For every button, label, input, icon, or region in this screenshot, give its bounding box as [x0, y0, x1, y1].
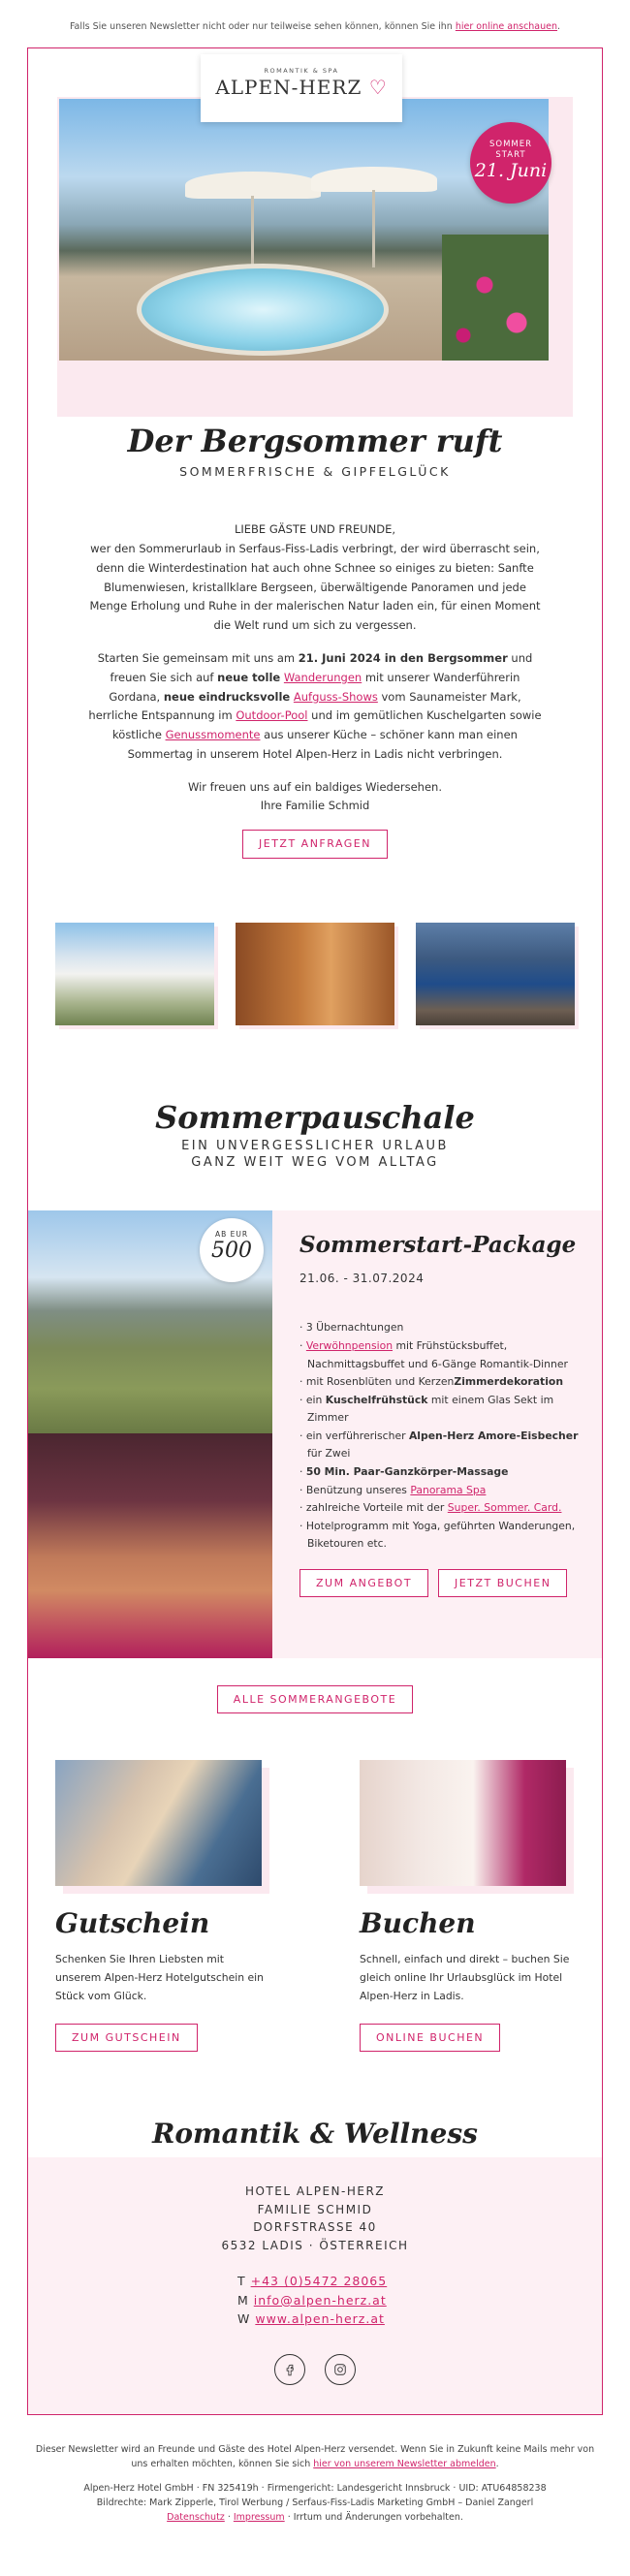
package-inclusion-item [299, 1482, 583, 1500]
booking-text: Schnell, einfach und direkt – buchen Sie gleich online Ihr Urlaubsglück im Hotel Alpen-Herz in Ladis. [360, 1953, 570, 2002]
package-item-text: 3 Übernachtungen [305, 1321, 404, 1335]
package-item-link[interactable]: Super. Sommer. Card. [447, 1501, 562, 1515]
image-couple-massage [28, 1433, 272, 1658]
legal-footer [0, 2415, 630, 2555]
address-street: DORFSTRASSE 40 [253, 2220, 377, 2235]
image-romantic-room [360, 1760, 566, 1886]
umbrella-pole [372, 190, 375, 267]
summer-start-badge [470, 122, 551, 204]
package-inclusion-item [299, 1463, 583, 1482]
umbrella-pole [251, 196, 254, 273]
package-section-subtitle: EIN UNVERGESSLICHER URLAUB GANZ WEIT WEG VOM ALLTAG [181, 1138, 449, 1170]
package-section-title: Sommerpauschale [155, 1098, 475, 1136]
image-couple-embrace [55, 1760, 262, 1886]
contact-block [237, 2272, 393, 2328]
impressions-row [28, 923, 602, 1025]
instagram-icon[interactable] [325, 2354, 356, 2385]
voucher-button-row [55, 2024, 270, 2053]
package-inclusion-item [299, 1499, 583, 1518]
package-item-text: Alpen-Herz Amore-Eisbecher [408, 1429, 579, 1442]
package-item-text: mit einem Glas Sekt im Zimmer [307, 1393, 554, 1425]
whirlpool-shape [137, 264, 389, 356]
package-buttons [299, 1569, 583, 1598]
online-view-link[interactable]: hier online anschauen [455, 21, 558, 32]
greeting: LIEBE GÄSTE UND FREUNDE, [234, 522, 396, 537]
package-dates: 21.06. - 31.07.2024 [299, 1272, 425, 1286]
hiking-link[interactable]: Wanderungen [283, 670, 362, 684]
enquire-now-button[interactable]: JETZT ANFRAGEN [242, 830, 388, 859]
package-item-text: Zimmerdekoration [454, 1375, 564, 1389]
booking-title: Buchen [360, 1907, 476, 1940]
outdoor-pool-link[interactable]: Outdoor-Pool [236, 708, 308, 723]
online-booking-button[interactable]: ONLINE BUCHEN [360, 2024, 500, 2053]
package-title: Sommerstart-Package [299, 1231, 577, 1258]
address-block [28, 2183, 602, 2254]
address-hotel: HOTEL ALPEN-HERZ [244, 2184, 386, 2199]
image-sauna [236, 923, 394, 1025]
main-title: Der Bergsommer ruft [127, 423, 503, 460]
intro-paragraph-1 [86, 520, 544, 636]
facebook-icon[interactable] [274, 2354, 305, 2385]
package-item-text: mit Rosenblüten und Kerzen [305, 1375, 455, 1389]
logo-tagline: ROMANTIK & SPA [264, 67, 339, 76]
package-inclusion-item [299, 1518, 583, 1554]
package-inclusion-item [299, 1319, 583, 1337]
badge-line-1: SOMMER [488, 140, 533, 150]
intro-paragraph-2: Starten Sie gemeinsam mit uns am 21. Juni 2024 in den Bergsommer und freuen Sie sich auf neue tolle Wanderungen mit unserer Wanderführerin Gordana, neue eindrucksvolle Aufguss-Shows vom Saunameister Mark, herrliche Entspannung im Outdoor-Pool und im gemütlichen Kuschelgarten sowie köstliche Genussmomente aus unserer Küche – schöner kann man einen Sommertag in unserem Hotel Alpen-Herz in Ladis nicht verbringen. [88, 650, 542, 761]
package-item-text: Kuschelfrühstück [325, 1393, 428, 1406]
package-item-text: Hotelprogramm mit Yoga, geführten Wanderungen, Biketouren etc. [305, 1519, 576, 1551]
unsubscribe-note: Dieser Newsletter wird an Freunde und Gäste des Hotel Alpen-Herz versendet. Wenn Sie in Zukunft keine Mails mehr von uns erhalten möchten, können Sie sich hier von unserem Newsletter abmelden. [35, 2443, 595, 2469]
footer-contact [28, 2112, 602, 2413]
view-offer-button[interactable]: ZUM ANGEBOT [299, 1569, 428, 1598]
website-link[interactable]: www.alpen-herz.at [255, 2311, 385, 2327]
enquiry-cta-row [28, 830, 602, 859]
hero-image-pool [59, 99, 549, 361]
preheader-end: . [557, 21, 561, 32]
package-details [272, 1210, 602, 1658]
badge-line-2: START [495, 149, 526, 160]
booking-column [360, 1760, 575, 2052]
package-item-text: 50 Min. Paar-Ganzkörper-Massage [305, 1464, 509, 1478]
logo-name: ALPEN-HERZ ♡ [215, 75, 388, 99]
booking-button-row [360, 2024, 575, 2053]
preheader-text: Falls Sie unseren Newsletter nicht oder nur teilweise sehen können, können Sie ihn [69, 21, 456, 32]
voucher-text: Schenken Sie Ihren Liebsten mit unserem Alpen-Herz Hotelgutschein ein Stück vom Glück. [55, 1953, 265, 2002]
logo[interactable] [201, 54, 402, 122]
social-links [28, 2354, 602, 2385]
package-item-link[interactable]: Panorama Spa [410, 1483, 487, 1496]
price-badge [200, 1218, 264, 1282]
unsubscribe-link[interactable]: hier von unserem Newsletter abmelden [313, 2458, 496, 2469]
flowers-shape [442, 235, 549, 361]
web-row: W www.alpen-herz.at [237, 2311, 385, 2327]
package-inclusion-item [299, 1428, 583, 1463]
mail-row: M info@alpen-herz.at [237, 2292, 387, 2308]
newsletter-frame [27, 47, 603, 2414]
package-item-text: für Zwei [307, 1447, 351, 1461]
umbrella-shape [185, 172, 321, 199]
main-subtitle: SOMMERFRISCHE & GIPFELGLÜCK [179, 464, 451, 480]
all-summer-offers-button[interactable]: ALLE SOMMERANGEBOTE [217, 1685, 413, 1714]
email-link[interactable]: info@alpen-herz.at [253, 2292, 387, 2308]
privacy-link[interactable]: Datenschutz [167, 2512, 225, 2524]
phone-row: T +43 (0)5472 28065 [237, 2274, 388, 2289]
intro-text [28, 482, 602, 816]
all-offers-row [28, 1685, 602, 1714]
heart-icon: ♡ [368, 75, 388, 99]
package-item-text: zahlreiche Vorteile mit der [305, 1501, 448, 1515]
voucher-title: Gutschein [55, 1907, 210, 1940]
cuisine-link[interactable]: Genussmomente [165, 728, 261, 742]
company-info: Alpen-Herz Hotel GmbH · FN 325419h · Firmengericht: Landesgericht Innsbruck · UID: ATU64858238 Bildrechte: Mark Zipperle, Tirol Werbung / Serfaus-Fiss-Ladis Marketing GmbH – Daniel Zangerl Datenschutz · Impressum · Irrtum und Änderungen vorbehalten. [83, 2482, 547, 2524]
badge-date: 21. Juni [474, 160, 548, 182]
package-item-text: ein [305, 1393, 326, 1406]
package-card [28, 1210, 602, 1658]
package-item-text: mit Frühstücksbuffet, Nachmittagsbuffet und 6-Gänge Romantik-Dinner [307, 1339, 568, 1370]
voucher-button[interactable]: ZUM GUTSCHEIN [55, 2024, 198, 2053]
package-inclusion-item [299, 1373, 583, 1392]
price-value: 500 [211, 1238, 252, 1263]
package-item-text: ein verführerischer [305, 1429, 409, 1442]
intro-closing: Wir freuen uns auf ein baldiges Wiedersehen. Ihre Familie Schmid [187, 779, 442, 813]
address-family: FAMILIE SCHMID [257, 2202, 373, 2216]
package-inclusion-item [299, 1392, 583, 1428]
package-inclusions [299, 1319, 583, 1553]
book-now-button[interactable]: JETZT BUCHEN [438, 1569, 567, 1598]
intro-p1: wer den Sommerurlaub in Serfaus-Fiss-Ladis verbringt, der wird überrascht sein, denn die Winterdestination hat auch ohne Schnee so einiges zu bieten: Sanfte Blumenwiesen, kristallklare Bergseen, überwältigende Panoramen und jede Menge Erholung und Ruhe in der malerischen Natur laden ein, für einen Moment die Welt rund um sich zu vergessen. [89, 542, 541, 633]
package-item-text: Benützung unseres [305, 1483, 411, 1496]
price-label: AB EUR [214, 1229, 249, 1239]
hero [28, 48, 602, 388]
image-mountain-lake [416, 923, 575, 1025]
preheader [0, 0, 630, 47]
sauna-shows-link[interactable]: Aufguss-Shows [293, 689, 378, 704]
package-section-header [28, 1025, 602, 1210]
phone-link[interactable]: +43 (0)5472 28065 [250, 2274, 388, 2289]
footer-title: Romantik & Wellness [28, 2112, 602, 2157]
imprint-link[interactable]: Impressum [233, 2512, 285, 2524]
image-garden [55, 923, 214, 1025]
umbrella-shape [311, 167, 437, 192]
package-inclusion-item [299, 1337, 583, 1373]
voucher-booking-row [28, 1760, 602, 2052]
address-city: 6532 LADIS · ÖSTERREICH [221, 2238, 409, 2252]
voucher-column [55, 1760, 270, 2052]
package-images [28, 1210, 272, 1658]
package-item-link[interactable]: Verwöhnpension [305, 1339, 394, 1352]
